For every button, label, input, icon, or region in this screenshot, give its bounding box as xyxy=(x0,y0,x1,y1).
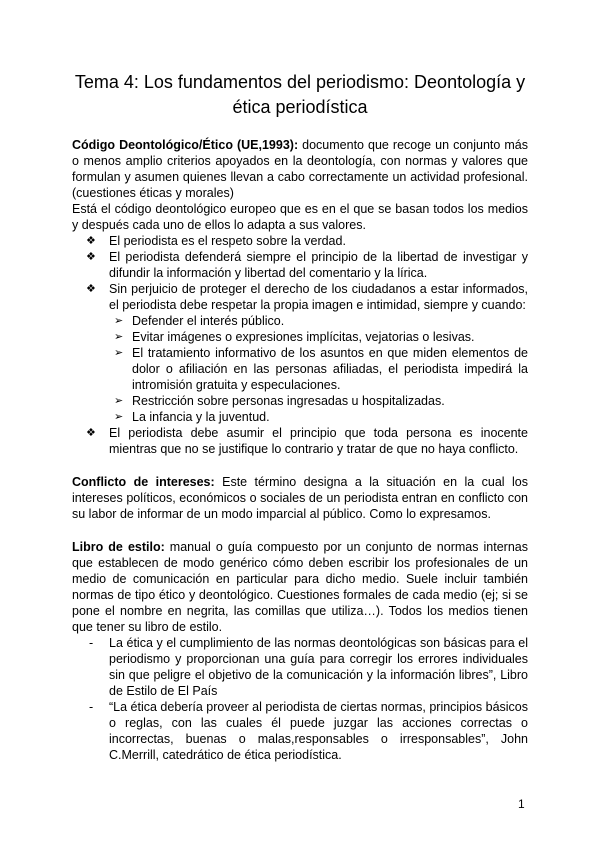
list-item: ➢ Defender el interés público. xyxy=(114,314,285,328)
list-item: ❖ Sin perjuicio de proteger el derecho de los ciudadanos a estar informados, el periodista debe respetar la propia imagen e intimidad, siempre y cuando: xyxy=(86,282,528,312)
arrow-bullet-icon: ➢ xyxy=(114,411,124,423)
diamond-bullet-icon: ❖ xyxy=(86,427,96,439)
list-item: ➢ El tratamiento informativo de los asuntos en que miden elementos de dolor o afiliación en las personas afiliadas, el periodista impedirá la intromisión gratuita y especulaciones. xyxy=(114,346,528,392)
list-item: ❖ El periodista es el respeto sobre la verdad. xyxy=(86,234,346,248)
page-title: Tema 4: Los fundamentos del periodismo: Deontología y ética periodística xyxy=(74,72,526,117)
dash-bullet-icon: - xyxy=(89,700,94,714)
list-item: - La ética y el cumplimiento de las normas deontológicas son básicas para el periodismo y proporcionan una guía para corregir los errores individuales sin que peligre el objetivo de la comunicación y la información libres”, Libro de Estilo de El País xyxy=(89,636,528,698)
list-item: - “La ética debería proveer al periodista de ciertas normas, principios básicos o reglas, con las cuales él puede juzgar las acciones correctas o incorrectas, buenas o malas,responsables o irresponsables”, John C.Merrill, catedrático de ética periodística. xyxy=(89,700,528,762)
list-item: ➢ Restricción sobre personas ingresadas u hospitalizadas. xyxy=(114,394,445,408)
codigo-paragraph: Está el código deontológico europeo que es en el que se basan todos los medios y después cada uno de ellos lo adapta a sus valores. xyxy=(72,202,528,232)
conflicto-definition: Conflicto de intereses: Este término designa a la situación en la cual los intereses políticos, económicos o sociales de un periodista entran en conflicto con su labor de informar de un modo imparcial al público. Como lo expresamos. xyxy=(72,475,528,521)
arrow-bullet-icon: ➢ xyxy=(114,315,124,327)
list-item: ➢ Evitar imágenes o expresiones implícitas, vejatorias o lesivas. xyxy=(114,330,475,344)
arrow-bullet-icon: ➢ xyxy=(114,395,124,407)
arrow-bullet-icon: ➢ xyxy=(114,347,124,359)
diamond-bullet-icon: ❖ xyxy=(86,283,96,295)
conflicto-term: Conflicto de intereses: xyxy=(72,475,215,489)
list-item: ❖ El periodista debe asumir el principio que toda persona es inocente mientras que no se justifique lo contrario y tratar de que no haya conflicto. xyxy=(86,426,528,456)
libro-quote-list xyxy=(72,635,528,763)
codigo-bullet-list xyxy=(72,233,528,313)
diamond-bullet-icon: ❖ xyxy=(86,235,96,247)
codigo-bullet-list-2 xyxy=(72,425,528,457)
document-page xyxy=(72,0,528,763)
codigo-definition: Código Deontológico/Ético (UE,1993): documento que recoge un conjunto más o menos amplio criterios apoyados en la deontología, con normas y valores que formulan y asumen quienes llevan a cabo correctamente un actividad profesional. (cuestiones éticas y morales) xyxy=(72,138,528,200)
arrow-bullet-icon: ➢ xyxy=(114,331,124,343)
libro-definition: Libro de estilo: manual o guía compuesto por un conjunto de normas internas que establecen de modo genérico cómo deben escribir los profesionales de un medio de comunicación en particular para dicho medio. Suele incluir también normas de tipo ético y deontológico. Cuestiones formales de cada medio (ej; si se pone el nombre en negrita, las comillas que utiliza…). Todos los medios tienen que tener su libro de estilo. xyxy=(72,540,528,634)
codigo-subbullet-list xyxy=(72,313,528,425)
codigo-term: Código Deontológico/Ético (UE,1993): xyxy=(72,138,299,152)
list-item: ➢ La infancia y la juventud. xyxy=(114,410,270,424)
libro-term: Libro de estilo: xyxy=(72,540,165,554)
diamond-bullet-icon: ❖ xyxy=(86,251,96,263)
list-item: ❖ El periodista defenderá siempre el principio de la libertad de investigar y difundir la información y libertad del comentario y la lírica. xyxy=(86,250,528,280)
page-number: 1 xyxy=(518,797,525,811)
dash-bullet-icon: - xyxy=(89,636,94,650)
